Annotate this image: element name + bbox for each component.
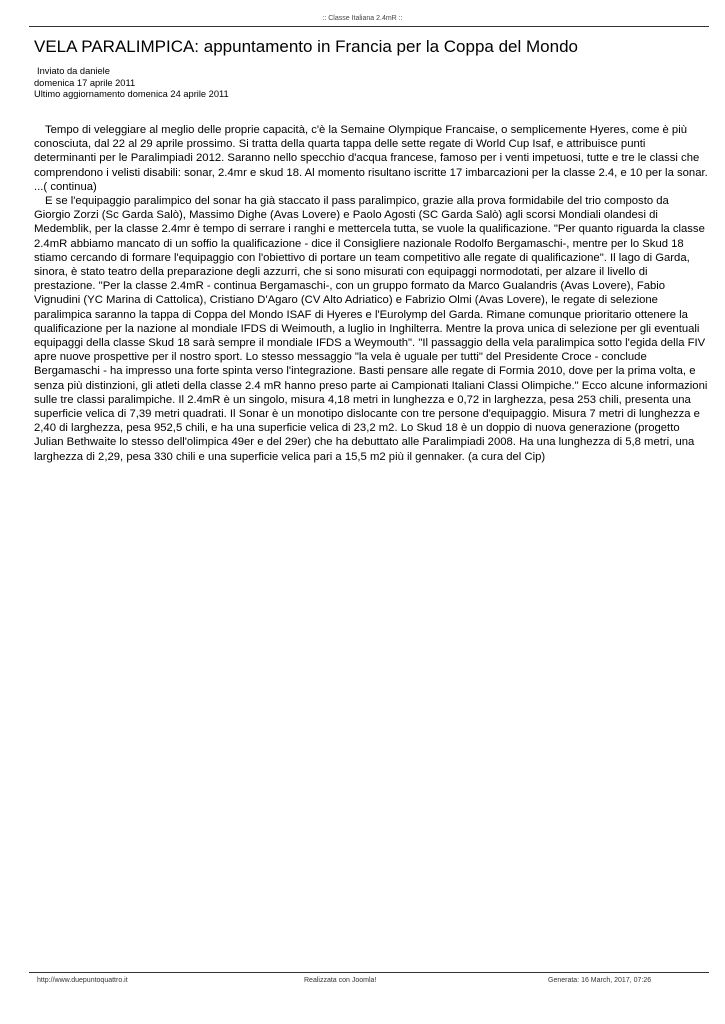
article-paragraph-intro: Tempo di veleggiare al meglio delle proprie capacità, c'è la Semaine Olympique Francaise, o semplicemente Hyeres, come è più conosciuta, dal 22 al 29 aprile prossimo. Si tratta della quarta tappa delle sette regate di World Cup Isaf, e attribuisce punti determinanti per le Paralimpiadi 2012. Saranno nello specchio d'acqua francese, famoso per i venti impetuosi, tutte e tre le classi che comprendono i velisti disabili: sonar, 2.4mr e skud 18. Al momento risultano iscritte 17 imbarcazioni per la classe 2.4, e 10 per la sonar. ...( continua)	[34, 124, 708, 193]
article-paragraph-main: E se l'equipaggio paralimpico del sonar ha già staccato il pass paralimpico, grazie alla prova formidabile del trio composto da Giorgio Zorzi (Sc Garda Salò), Massimo Dighe (Avas Lovere) e Paolo Agosti (SC Garda Salò) agli scorsi Mondiali olandesi di Medemblik, per la classe 2.4mr è tempo di serrare i ranghi e mettercela tutta, se vuole la qualificazione. "Per quanto riguarda la classe 2.4mR abbiamo mancato di un soffio la qualificazione - dice il Consigliere nazionale Rodolfo Bergamaschi-, mentre per lo Skud 18 stiamo cercando di formare l'equipaggio con l'obiettivo di portare un team competitivo alle regate di qualificazione". Il lago di Garda, sinora, è stato teatro della preparazione degli azzurri, che si sono misurati con equipaggi normodotati, per alzare il livello di prestazione. "Per la classe 2.4mR - continua Bergamaschi-, con un gruppo formato da Marco Gualandris (Avas Lovere), Fabio Vignudini (YC Marina di Cattolica), Cristiano D'Agaro (CV Alto Adriatico) e Fabrizio Olmi (Avas Lovere), le regate di selezione paralimpica saranno la tappa di Coppa del Mondo ISAF di Hyeres e l'Eurolymp del Garda. Rimane comunque prioritario ottenere la qualificazione per la nazione al mondiale IFDS di Weimouth, a luglio in Inghilterra. Mentre la prova unica di selezione per gli eventuali equipaggi della classe Skud 18 sarà sempre il mondiale IFDS a Weymouth". "Il passaggio della vela paralimpica sotto l'egida della FIV apre nuove prospettive per il nostro sport. Lo stesso messaggio "la vela è uguale per tutti" del Presidente Croce - conclude Bergamaschi - ha impresso una forte spinta verso l'integrazione. Basti pensare alle regate di Formia 2010, dove per la prima volta, e senza più distinzioni, gli atleti della classe 2.4 mR hanno preso parte ai Campionati Italiani Classi Olimpiche." Ecco alcune informazioni sulle tre classi paralimpiche. Il 2.4mR è un singolo, misura 4,18 metri in lunghezza e 0,72 in larghezza, pesa 253 chili, presenta una superficie velica di 7,39 metri quadrati. Il Sonar è un monotipo dislocante con tre persone d'equipaggio. Misura 7 metri di lunghezza e 2,40 di larghezza, pesa 952,5 chili, e ha una superficie velica di 23,2 m2. Lo Skud 18 è un doppio di nuova generazione (progetto Julian Bethwaite lo stesso dell'olimpica 49er e del 29er) che ha debuttato alle Paralimpiadi 2008. Ha una lunghezza di 5,8 metri, una larghezza di 2,29, pesa 330 chili e una superficie velica pari a 15,5 m2 più il gennaker. (a cura del Cip)	[34, 195, 708, 463]
site-title: :: Classe Italiana 2.4mR ::	[322, 15, 403, 22]
header-divider	[29, 26, 709, 27]
footer-site-url[interactable]: http://www.duepuntoquattro.it	[37, 977, 128, 984]
footer-generated-date: Generata: 16 March, 2017, 07:26	[548, 977, 652, 984]
article-title: VELA PARALIMPICA: appuntamento in Francia per la Coppa del Mondo	[34, 37, 578, 56]
footer-divider	[29, 972, 709, 973]
article-meta	[34, 66, 229, 101]
article-author: Inviato da daniele	[37, 66, 110, 76]
footer-powered-by: Realizzata con Joomla!	[304, 977, 377, 984]
article-body	[34, 123, 708, 464]
article-updated-date: Ultimo aggiornamento domenica 24 aprile 2011	[34, 89, 229, 99]
article-published-date: domenica 17 aprile 2011	[34, 77, 136, 88]
